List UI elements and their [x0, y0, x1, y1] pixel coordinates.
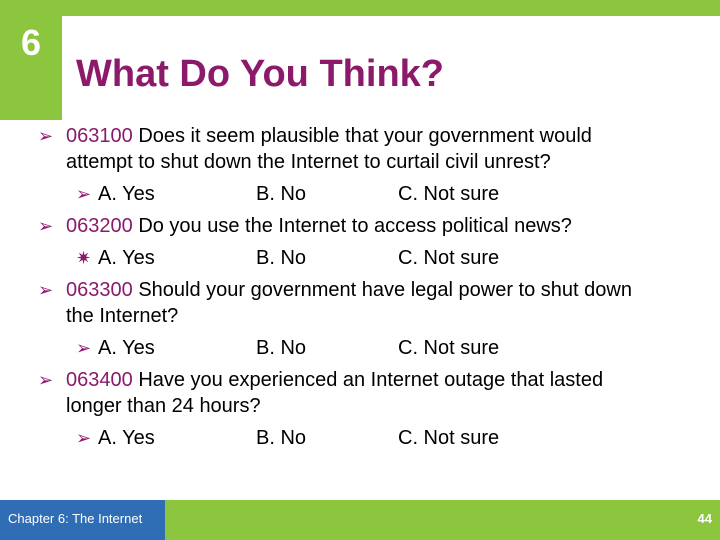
footer-chapter-label: Chapter 6: The Internet — [8, 511, 143, 526]
star-bullet-icon: ✷ — [76, 248, 92, 268]
option-b: B. No — [256, 247, 307, 269]
arrow-bullet-icon: ➢ — [38, 216, 54, 236]
option-c: C. Not sure — [398, 183, 500, 205]
question-text: Do you use the Internet to access political news? — [138, 215, 572, 237]
question-text-continued: attempt to shut down the Internet to curtail civil unrest? — [66, 151, 551, 173]
option-a: A. Yes — [98, 427, 155, 449]
question-line — [66, 214, 572, 238]
arrow-bullet-icon: ➢ — [38, 370, 54, 390]
page-number: 44 — [697, 511, 712, 526]
question-line — [66, 368, 603, 392]
option-a: A. Yes — [98, 183, 155, 205]
slide-title: What Do You Think? — [76, 53, 444, 95]
option-c: C. Not sure — [398, 427, 500, 449]
question-id: 063100 — [66, 125, 133, 147]
arrow-bullet-icon: ➢ — [76, 338, 92, 358]
chapter-number: 6 — [20, 22, 42, 63]
question-id: 063300 — [66, 279, 133, 301]
option-a: A. Yes — [98, 247, 155, 269]
question-id: 063200 — [66, 215, 133, 237]
question-text: Does it seem plausible that your government would — [138, 125, 592, 147]
footer-bar — [0, 500, 720, 540]
option-b: B. No — [256, 427, 307, 449]
question-text-continued: longer than 24 hours? — [66, 395, 261, 417]
question-text-continued: the Internet? — [66, 305, 179, 327]
arrow-bullet-icon: ➢ — [38, 126, 54, 146]
top-accent-band — [0, 0, 720, 16]
question-id: 063400 — [66, 369, 133, 391]
option-c: C. Not sure — [398, 247, 500, 269]
chapter-number-box — [0, 16, 62, 120]
question-line — [66, 278, 632, 302]
option-a: A. Yes — [98, 337, 155, 359]
question-text: Should your government have legal power to shut down — [138, 279, 632, 301]
arrow-bullet-icon: ➢ — [76, 184, 92, 204]
option-b: B. No — [256, 183, 307, 205]
option-b: B. No — [256, 337, 307, 359]
option-c: C. Not sure — [398, 337, 500, 359]
arrow-bullet-icon: ➢ — [38, 280, 54, 300]
question-line — [66, 124, 592, 148]
footer-chapter-box — [0, 500, 165, 540]
question-text: Have you experienced an Internet outage that lasted — [138, 369, 604, 391]
arrow-bullet-icon: ➢ — [76, 428, 92, 448]
